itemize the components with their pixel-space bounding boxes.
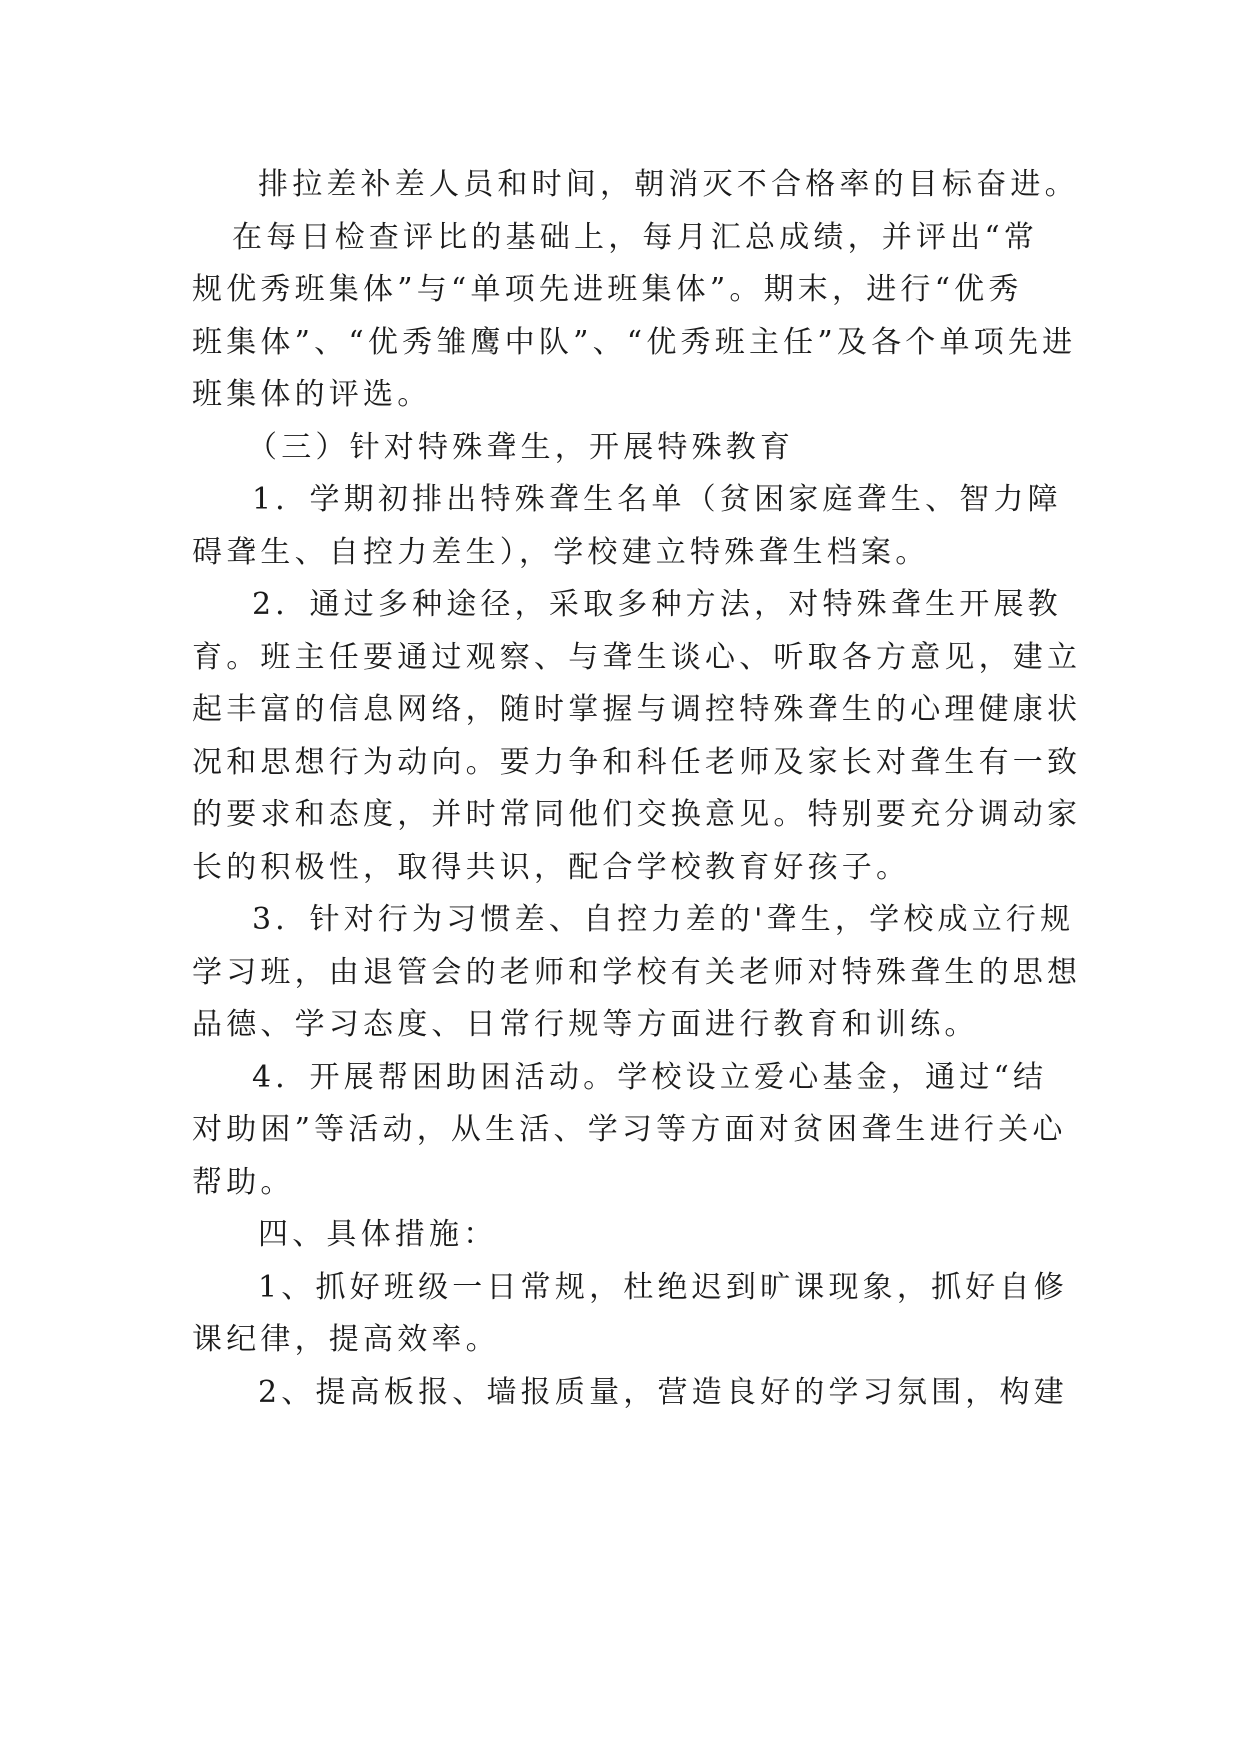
text-line: 品德、学习态度、日常行规等方面进行教育和训练。 [192,1007,979,1042]
text-line: 课纪律，提高效率。 [192,1322,500,1357]
section-heading: 四、具体措施： [258,1217,498,1252]
text-line: 况和思想行为动向。要力争和科任老师及家长对聋生有一致 [192,745,1082,780]
text-line: 2．通过多种途径，采取多种方法，对特殊聋生开展教 [252,587,1062,622]
text-line: 班集体”、“优秀雏鹰中队”、“优秀班主任”及各个单项先进 [192,325,1077,360]
text-line: 1、抓好班级一日常规，杜绝迟到旷课现象，抓好自修 [258,1270,1068,1305]
text-line: 起丰富的信息网络，随时掌握与调控特殊聋生的心理健康状 [192,692,1082,727]
text-line: 1．学期初排出特殊聋生名单（贫困家庭聋生、智力障 [252,482,1062,517]
text-line: 育。班主任要通过观察、与聋生谈心、听取各方意见，建立 [192,640,1082,675]
text-line: 排拉差补差人员和时间，朝消灭不合格率的目标奋进。 [258,167,1079,202]
text-line: 碍聋生、自控力差生），学校建立特殊聋生档案。 [192,535,930,570]
text-line: 的要求和态度，并时常同他们交换意见。特别要充分调动家 [192,797,1082,832]
text-line: 在每日检查评比的基础上，每月汇总成绩，并评出“常 [232,220,1039,255]
text-line: 帮助。 [192,1165,295,1200]
text-line: 班集体的评选。 [192,377,432,412]
text-line: 长的积极性，取得共识，配合学校教育好孩子。 [192,850,911,885]
text-line: 规优秀班集体”与“单项先进班集体”。期末，进行“优秀 [192,272,1023,307]
text-line: 3．针对行为习惯差、自控力差的'聋生，学校成立行规 [252,902,1075,937]
text-line: 2、提高板报、墙报质量，营造良好的学习氛围，构建 [258,1375,1068,1410]
text-line: 4．开展帮困助困活动。学校设立爱心基金，通过“结 [252,1060,1048,1095]
text-line: 学习班，由退管会的老师和学校有关老师对特殊聋生的思想 [192,955,1082,990]
text-line: 对助困”等活动，从生活、学习等方面对贫困聋生进行关心 [192,1112,1067,1147]
section-heading: （三）针对特殊聋生，开展特殊教育 [247,430,795,465]
